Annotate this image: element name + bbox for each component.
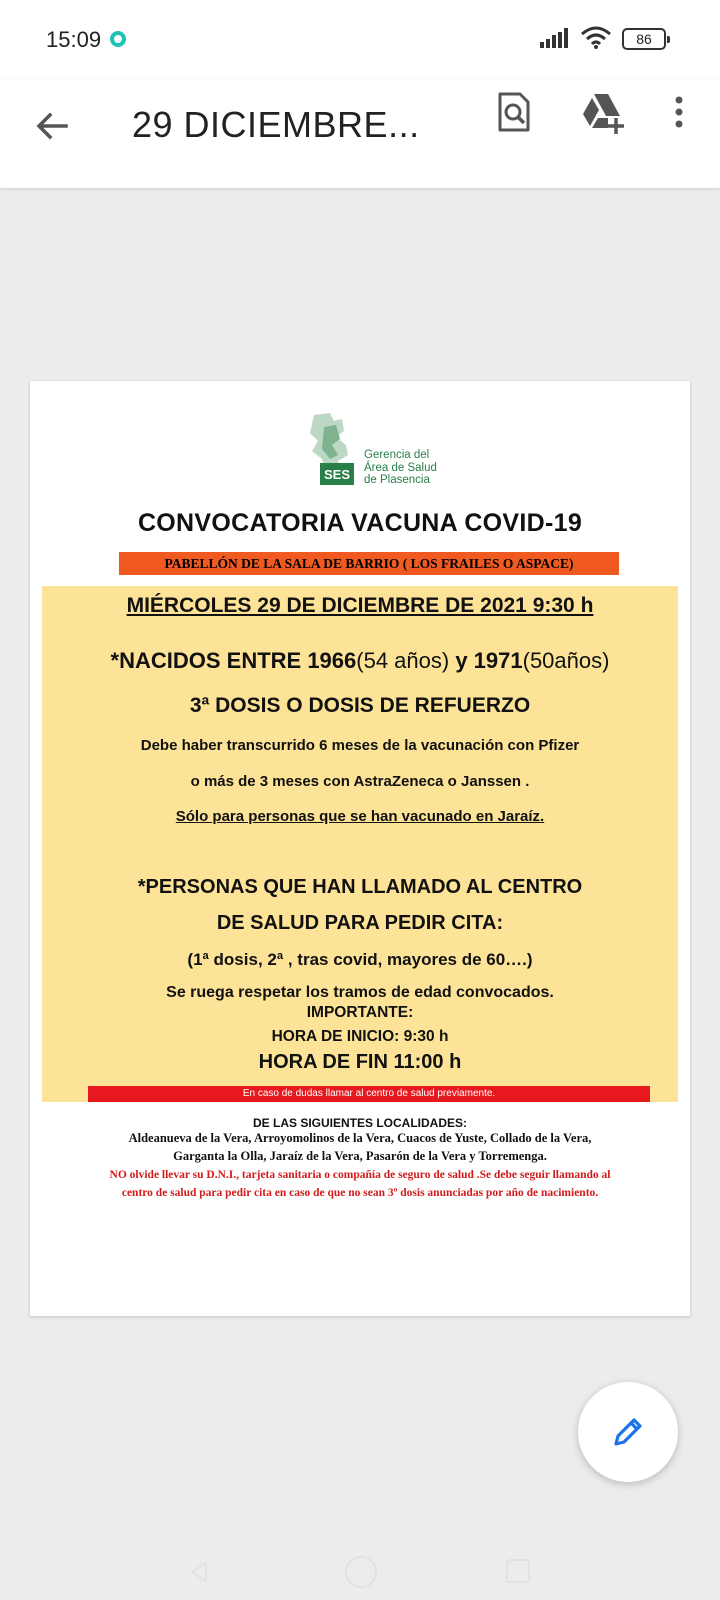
logo-text [364,449,437,487]
wifi-icon [580,26,612,50]
status-bar [0,0,720,80]
ses-logo [308,411,458,491]
system-nav-bar [0,1540,720,1600]
born-mid: y 1971 [449,648,523,673]
info-box [42,586,678,1102]
notice-line-1: NO olvide llevar su D.N.I., tarjeta sanitaria o compañía de seguro de salud .Se debe seguir llamando al [109,1169,611,1181]
nav-home-icon[interactable] [345,1556,377,1588]
status-time: 15:09 [46,27,102,52]
born-prefix: *NACIDOS ENTRE 1966 [110,648,357,673]
persons-line-1: *PERSONAS QUE HAN LLAMADO AL CENTRO [137,876,583,898]
end-time-line: HORA DE FIN 11:00 h [258,1051,462,1073]
battery-icon [622,28,666,50]
document-heading: CONVOCATORIA VACUNA COVID-19 [137,509,583,537]
edit-button[interactable] [578,1382,678,1482]
venue-banner: PABELLÓN DE LA SALA DE BARRIO ( LOS FRAILES O ASPACE) [119,552,619,575]
notification-dot-icon [110,31,126,47]
nav-recents-icon[interactable] [506,1559,530,1583]
localities-line-1: Aldeanueva de la Vera, Arroyomolinos de la Vera, Cuacos de Yuste, Collado de la Vera, [128,1131,592,1145]
localities-title: DE LAS SIGUIENTES LOCALIDADES: [252,1116,467,1130]
requirement-line-2: o más de 3 meses con AstraZeneca o Janssen . [190,773,530,790]
app-bar [0,80,720,188]
extremadura-map-icon [308,411,362,491]
document-page[interactable] [30,381,690,1316]
document-title: 29 DICIEMBRE... [132,104,420,145]
doses-list-line: (1ª dosis, 2ª , tras covid, mayores de 60….) [187,950,533,969]
battery-level: 86 [636,31,652,47]
localities-line-2: Garganta la Olla, Jaraíz de la Vera, Pasarón de la Vera y Torremenga. [173,1149,547,1163]
important-line: IMPORTANTE: [306,1004,414,1021]
respect-line: Se ruega respetar los tramos de edad convocados. [166,984,554,1001]
nav-back-icon[interactable] [188,1560,210,1584]
requirement-line-1: Debe haber transcurrido 6 meses de la vacunación con Pfizer [140,737,580,754]
born-age-2: (50años) [522,648,610,673]
logo-line: Área de Salud [364,461,437,474]
signal-icon [540,28,570,48]
dose-line: 3ª DOSIS O DOSIS DE REFUERZO [189,694,531,717]
only-for-line: Sólo para personas que se han vacunado en Jaraíz. [175,808,545,825]
start-time-line: HORA DE INICIO: 9:30 h [271,1028,449,1045]
born-age-1: (54 años) [356,648,450,673]
find-in-page-icon[interactable] [492,90,536,134]
doubts-banner: En caso de dudas llamar al centro de salud previamente. [88,1086,650,1102]
logo-line: Gerencia del [364,449,430,461]
persons-line-2: DE SALUD PARA PEDIR CITA: [216,912,504,934]
notice-line-2: centro de salud para pedir cita en caso de que no sean 3º dosis anunciadas por año de nacimiento. [121,1187,599,1199]
add-to-drive-icon[interactable] [578,90,630,134]
date-line: MIÉRCOLES 29 DE DICIEMBRE DE 2021 9:30 h [126,594,594,617]
logo-line: de Plasencia [364,474,430,486]
more-vert-icon[interactable] [664,92,694,132]
logo-abbr: SES [323,467,351,482]
pencil-icon [611,1415,645,1449]
arrow-back-icon[interactable] [30,104,74,148]
born-line [42,648,678,674]
